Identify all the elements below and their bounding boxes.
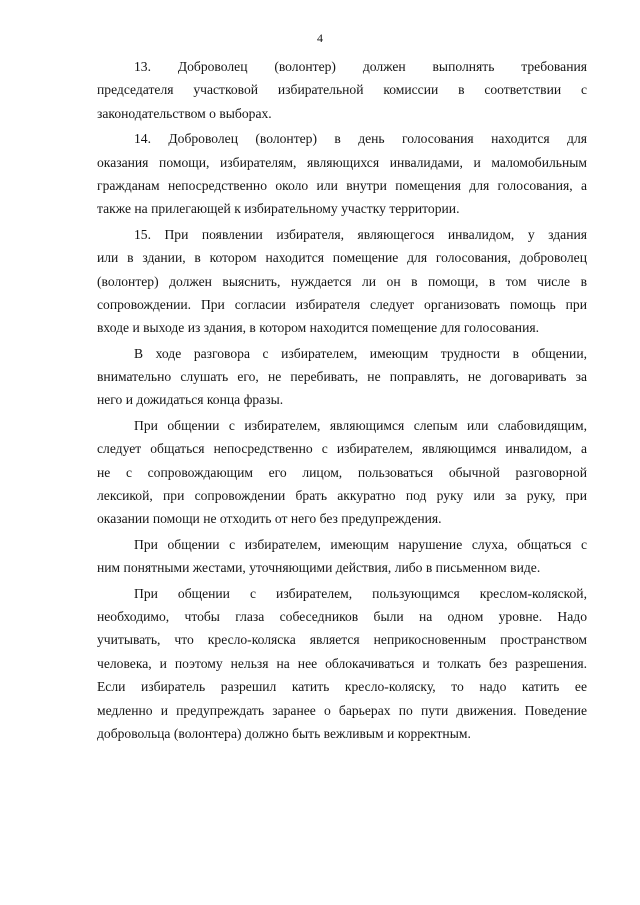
text-line: следует общаться непосредственно с избирателем, являющимся инвалидом, а [97, 441, 587, 457]
paragraph-p13 [97, 55, 587, 125]
text-line: 13. Доброволец (волонтер) должен выполнять требования [134, 59, 587, 74]
text-line: гражданам непосредственно около или внутри помещения для голосования, а [97, 177, 587, 193]
paragraph-p-wheelchair [97, 582, 587, 746]
paragraph-p-speech [97, 342, 587, 412]
text-line: оказании помощи не отходить от него без предупреждения. [97, 511, 442, 527]
text-line: не с сопровождающим его лицом, пользоваться обычной разговорной [97, 464, 587, 480]
text-line: сопровождении. При согласии избирателя следует организовать помощь при [97, 296, 587, 312]
text-line: необходимо, чтобы глаза собеседников были на одном уровне. Надо [97, 608, 587, 624]
paragraph-p15 [97, 223, 587, 340]
text-line: Если избиратель разрешил катить кресло-коляску, то надо катить ее [97, 679, 587, 695]
text-line: лексикой, при сопровождении брать аккуратно под руку или за руку, при [97, 488, 587, 504]
text-line: внимательно слушать его, не перебивать, не поправлять, не договаривать за [97, 369, 587, 385]
text-line: входе и выходе из здания, в котором находится помещение для голосования. [97, 320, 540, 336]
paragraph-p-blind [97, 414, 587, 531]
text-line: 14. Доброволец (волонтер) в день голосования находится для [134, 131, 587, 147]
text-line: (волонтер) должен выяснить, нуждается ли он в помощи, в том числе в [97, 273, 587, 289]
text-line: законодательством о выборах. [97, 105, 272, 121]
text-line: человека, и поэтому нельзя на нее облокачиваться и толкать без разрешения. [97, 655, 587, 671]
text-line: председателя участковой избирательной комиссии в соответствии с [97, 82, 587, 98]
text-line: учитывать, что кресло-коляска является неприкосновенным пространством [97, 632, 587, 648]
text-line: При общении с избирателем, являющимся слепым или слабовидящим, [134, 417, 587, 433]
text-line: медленно и предупреждать заранее о барьерах по пути движения. Поведение [97, 702, 587, 718]
page-number: 4 [317, 31, 323, 45]
text-line: него и дожидаться конца фразы. [97, 392, 284, 408]
text-line: или в здании, в котором находится помещение для голосования, доброволец [97, 250, 587, 266]
paragraph-p14 [97, 127, 587, 221]
text-line: оказания помощи, избирателям, являющихся инвалидами, и маломобильным [97, 154, 587, 170]
text-line: При общении с избирателем, пользующимся креслом-коляской, [134, 585, 587, 601]
document-body [97, 55, 587, 747]
text-line: ним понятными жестами, уточняющими действия, либо в письменном виде. [97, 560, 541, 576]
text-line: также на прилегающей к избирательному участку территории. [97, 201, 460, 217]
text-line: 15. При появлении избирателя, являющегося инвалидом, у здания [134, 226, 587, 242]
paragraph-p-deaf [97, 533, 587, 580]
text-line: В ходе разговора с избирателем, имеющим трудности в общении, [134, 345, 587, 361]
text-line: добровольца (волонтера) должно быть вежливым и корректным. [97, 725, 471, 741]
text-line: При общении с избирателем, имеющим нарушение слуха, общаться с [134, 536, 587, 552]
